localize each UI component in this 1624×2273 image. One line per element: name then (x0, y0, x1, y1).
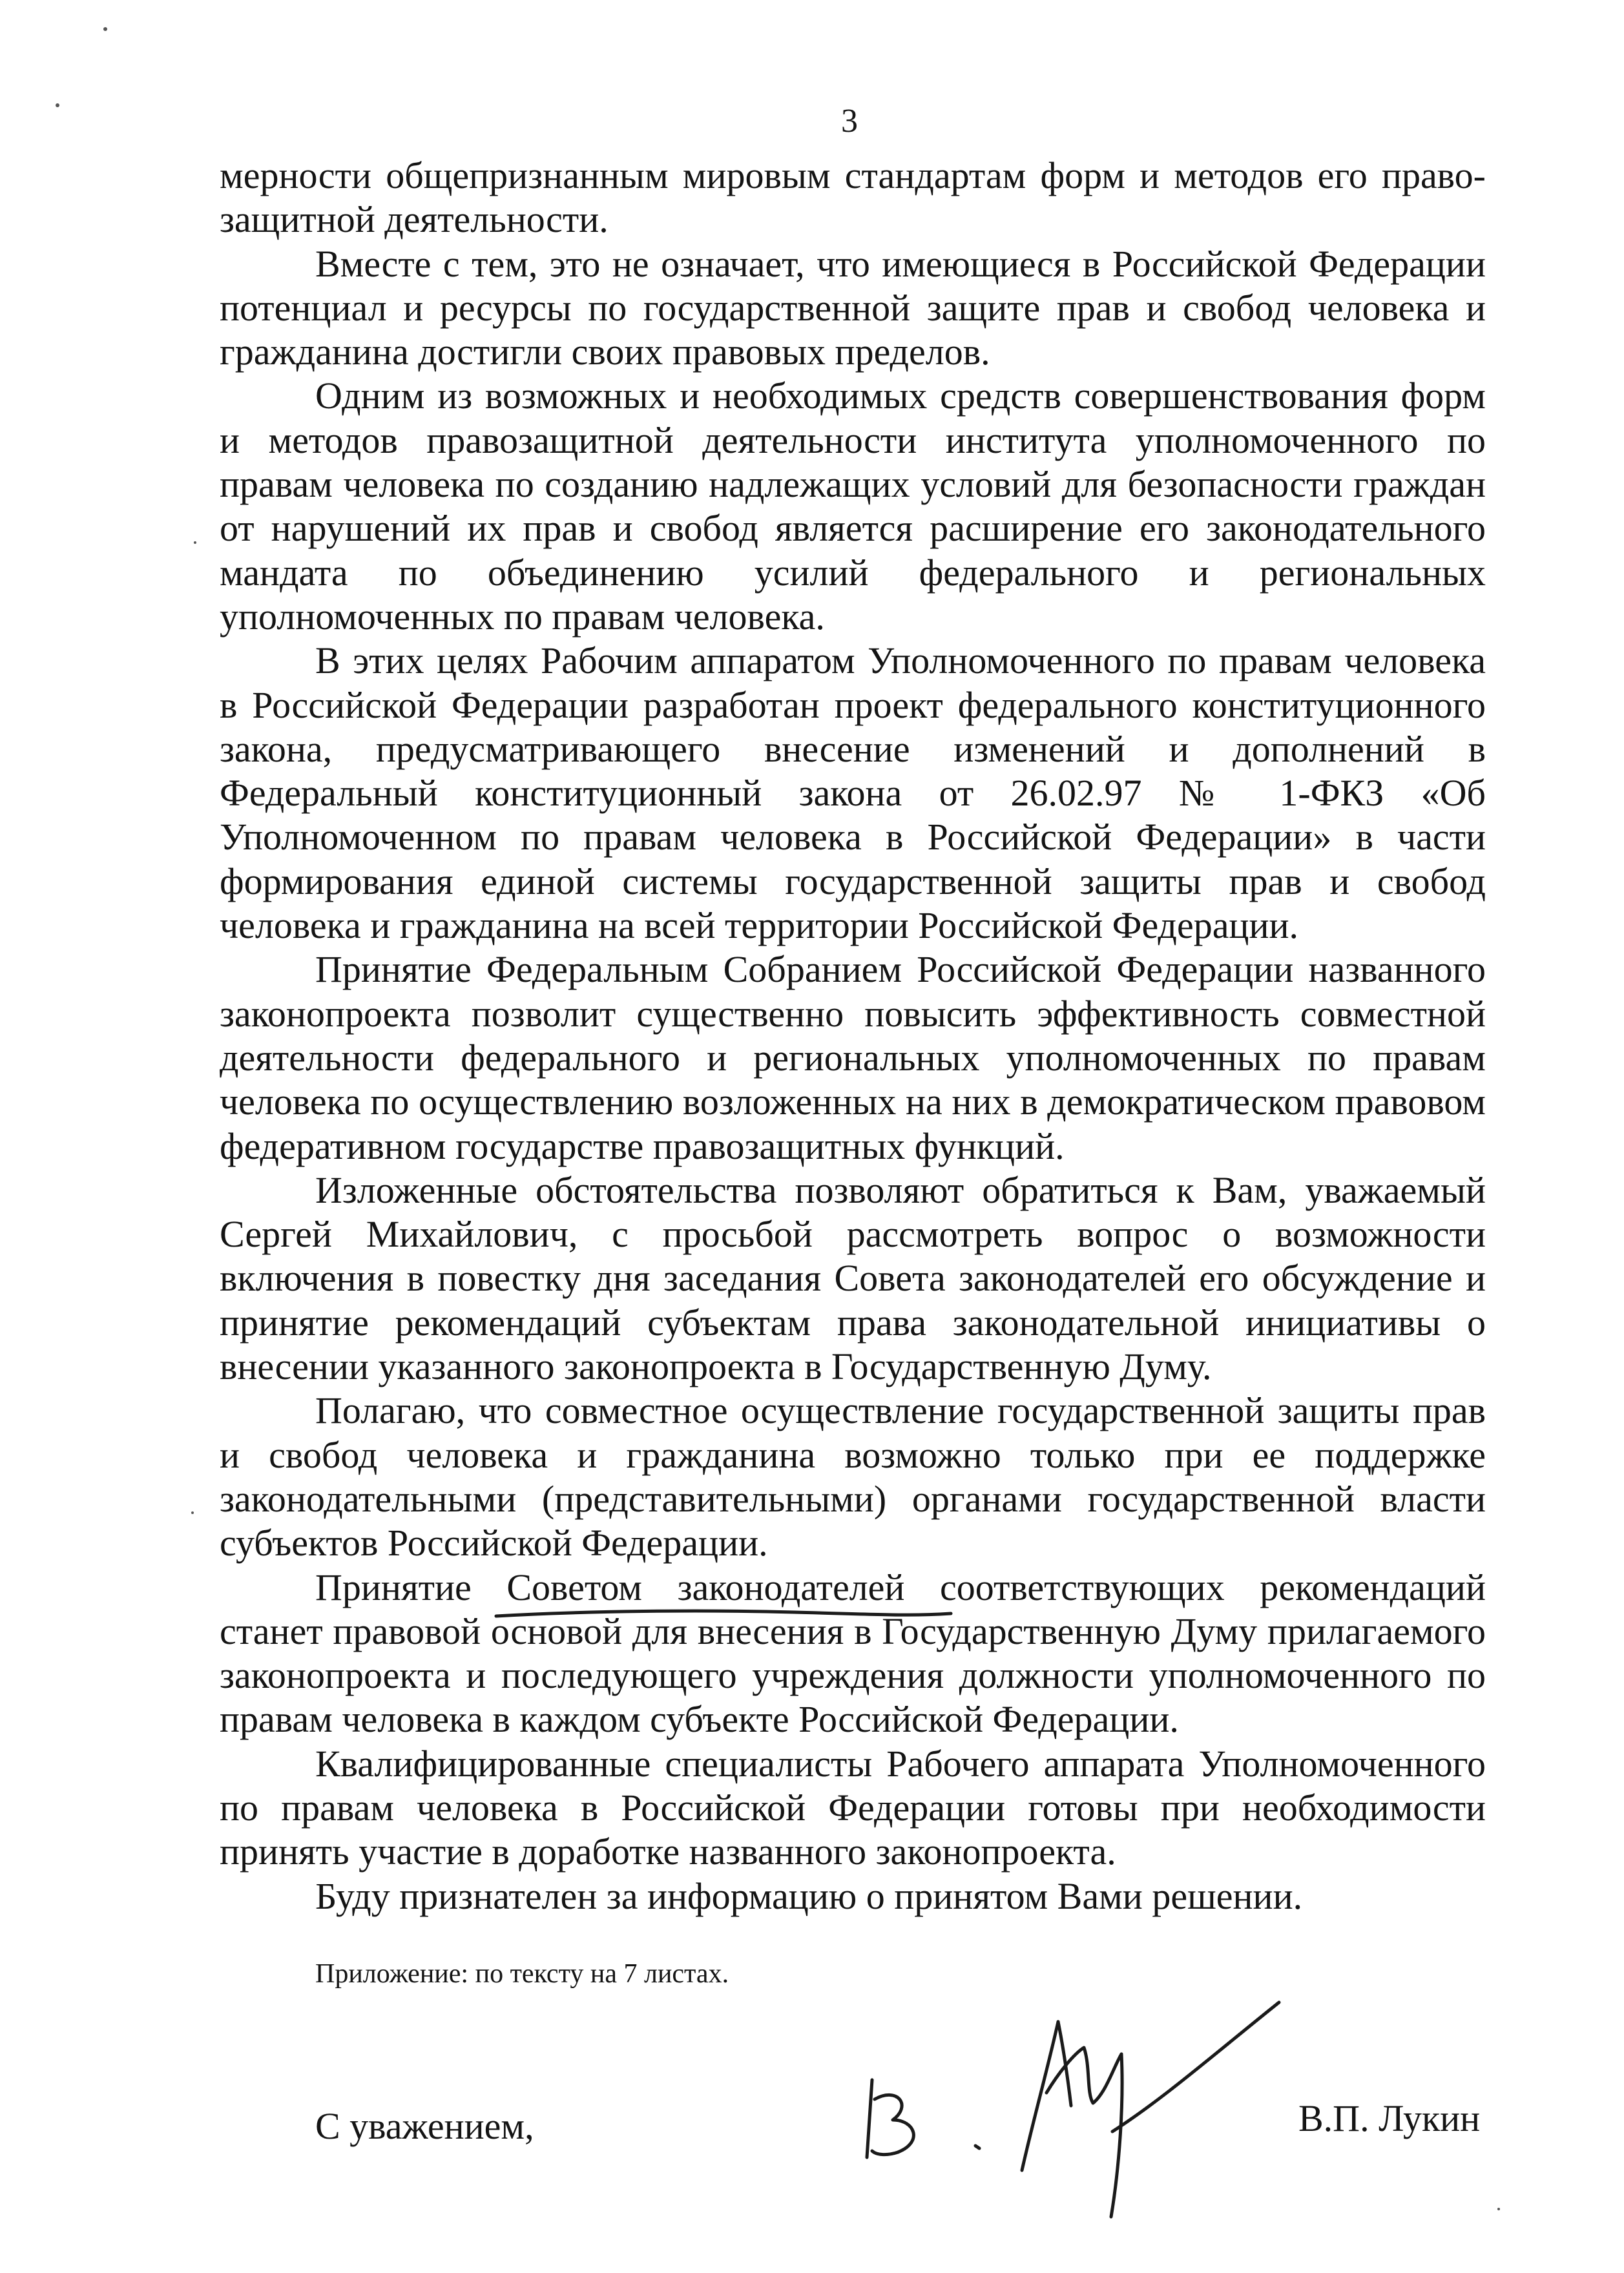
scan-speck (194, 541, 196, 544)
paragraph: Изложенные обстоятельства позволяют обратиться к Вам, уважаемый Сергей Михайлович, с просьбой рассмотреть вопрос о возможности включения в повестку дня заседания Совета законодателей его обсуждение и принятие рекомендаций субъектам права законодательной инициативы о внесении указанного законопроекта в Государственную Думу. (220, 1168, 1486, 1388)
scan-speck (1497, 2208, 1500, 2210)
paragraph: Принятие Федеральным Собранием Российской Федерации названного законопроекта позволит существенно повысить эффективность совместной деятельности федерального и региональных уполномоченных по правам человека по осуществлению возложенных на них в демократическом правовом федеративном государстве правозащитных функций. (220, 948, 1486, 1167)
paragraph: Одним из возможных и необходимых средств совершенствования форм и методов правозащитной деятельности института уполномоченного по правам человека по созданию надлежащих условий для безопасности граждан от нарушений их прав и свобод является расширение его законодательного мандата по объединению усилий федерального и региональных уполномоченных по правам человека. (220, 375, 1486, 638)
scan-speck (103, 27, 107, 31)
appendix-note: Приложение: по тексту на 7 листах. (315, 1959, 729, 1989)
handwritten-underline (491, 1602, 956, 1628)
letter-body (220, 154, 1486, 1918)
page-number: 3 (841, 103, 858, 140)
paragraph: Принятие Советом законодателей соответствующих рекомендаций станет правовой основой для внесения в Государственную Думу прилагаемого законопроекта и последующего учреждения должности уполномоченного по правам человека в каждом субъекте Российской Федерации. (220, 1566, 1486, 1741)
paragraph: Буду признателен за информацию о принятом Вами решении. (315, 1874, 1303, 1917)
closing-salutation: С уважением, (315, 2105, 534, 2147)
paragraph: Квалифицированные специалисты Рабочего аппарата Уполномоченного по правам человека в Российской Федерации готовы при необходимости принять участие в доработке названного законопроекта. (220, 1742, 1486, 1873)
paragraph: Вместе с тем, это не означает, что имеющиеся в Российской Федерации потенциал и ресурсы по государственной защите прав и свобод человека и гражданина достигли своих правовых пределов. (220, 242, 1486, 373)
scan-speck (56, 103, 59, 107)
paragraph: Полагаю, что совместное осуществление государственной защиты прав и свобод человека и гражданина возможно только при ее поддержке законодательными (представительными) органами государственной власти субъектов Российской Федерации. (220, 1389, 1486, 1564)
paragraph: В этих целях Рабочим аппаратом Уполномоченного по правам человека в Российской Федерации разработан проект федерального конституционного закона, предусматривающего внесение изменений и дополнений в Федеральный конституционный закона от 26.02.97 № 1-ФКЗ «Об Уполномоченном по правам человека в Российской Федерации» в части формирования единой системы государственной защиты прав и свобод человека и гражданина на всей территории Российской Федерации. (220, 639, 1486, 947)
paragraph: мерности общепризнанным мировым стандартам форм и методов его право-защитной деятельности. (220, 154, 1486, 241)
scan-speck (191, 1511, 194, 1514)
handwritten-signature (853, 1977, 1318, 2222)
signer-name: В.П. Лукин (1298, 2097, 1481, 2139)
